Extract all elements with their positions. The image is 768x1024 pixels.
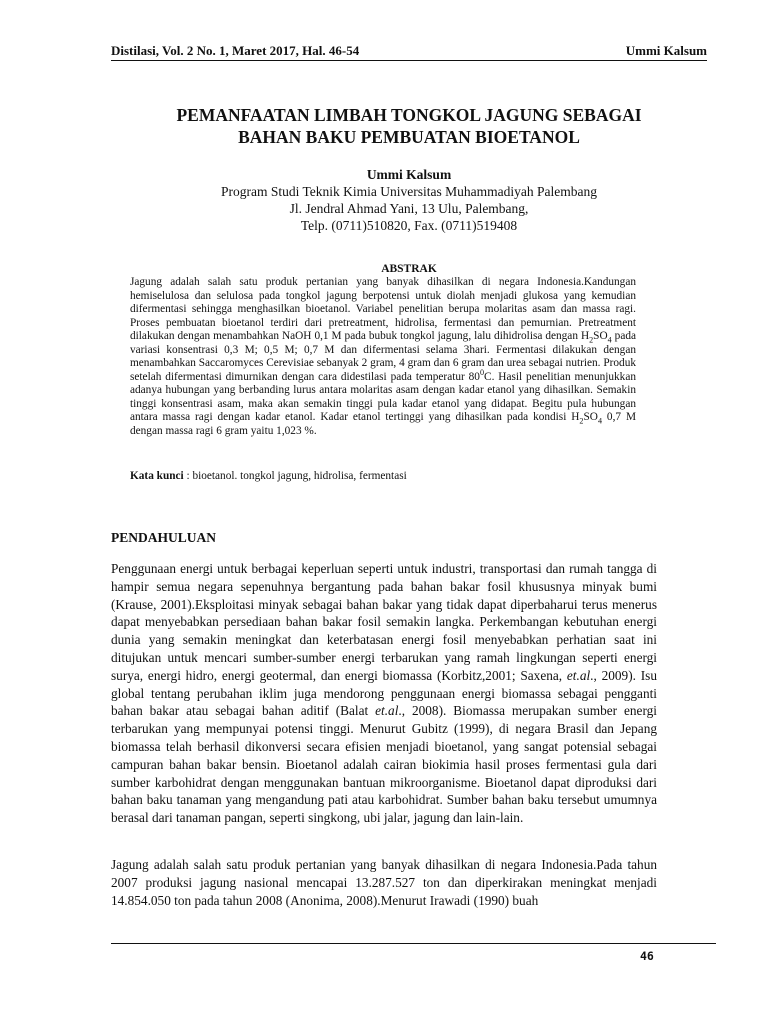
section-heading: PENDAHULUAN bbox=[111, 530, 217, 545]
italic-citation: et.al bbox=[566, 667, 591, 683]
italic-citation: et.al bbox=[375, 703, 399, 719]
subscript: 4 bbox=[607, 335, 612, 345]
abstract-segment: pada variasi konsentrasi 0,3 M; 0,5 M; 0,7 M dan difermentasi selama 3hari. Fermentasi dilakukan dengan menambahkan Saccaromyces Cerevisiae sebanyak 2 gram, 4 gram dan 6 gram dan urea sebagai nutrien. Produk setelah difermentasi dimurnikan dengan cara didestilasi pada temperatur 80 bbox=[130, 330, 636, 383]
subscript: 2 bbox=[589, 335, 594, 345]
keywords-list: : bioetanol. tongkol jagung, hidrolisa, fermentasi bbox=[183, 470, 407, 482]
title-line-1: PEMANFAATAN LIMBAH TONGKOL JAGUNG SEBAGAI bbox=[176, 105, 642, 125]
paragraph-segment: ., 2008). Biomassa merupakan sumber energi terbarukan yang mempunyai potensi tinggi. Menurut Gubitz (1999), di negara Brasil dan Jepang biomassa telah berhasil dikonversi secara efisien menjadi bioetanol, yang sangat potensial sebagai campuran bahan bakar bensin. Bioetanol adalah cairan biokimia hasil proses fermentasi gula dari sumber karbohidrat dengan menggunakan bantuan mikroorganisme. Bioetanol dapat diproduksi dari bahan baku tanaman yang mengandung pati atau karbohidrat. Sumber bahan baku tersebut umumnya berasal dari tanaman pangan, seperti singkong, ubi jalar, jagung dan lain-lain. bbox=[111, 703, 657, 826]
page-number: 46 bbox=[640, 949, 654, 963]
affiliation-line-1: Program Studi Teknik Kimia Universitas Muhammadiyah Palembang bbox=[220, 184, 597, 199]
affiliation-line-3: Telp. (0711)510820, Fax. (0711)519408 bbox=[300, 218, 518, 233]
keywords bbox=[130, 470, 636, 482]
footer-divider bbox=[111, 943, 716, 944]
affiliation-line-2: Jl. Jendral Ahmad Yani, 13 Ulu, Palembang, bbox=[289, 201, 529, 216]
affiliation bbox=[111, 183, 707, 234]
subscript: 2 bbox=[579, 416, 584, 426]
header-author: Ummi Kalsum bbox=[625, 43, 707, 58]
title-line-2: BAHAN BAKU PEMBUATAN BIOETANOL bbox=[238, 127, 580, 147]
superscript: 0 bbox=[479, 367, 485, 377]
author-name: Ummi Kalsum bbox=[366, 167, 452, 182]
keywords-label: Kata kunci bbox=[130, 470, 184, 482]
abstract-heading: ABSTRAK bbox=[381, 263, 437, 275]
body-paragraph-1 bbox=[111, 560, 657, 827]
paragraph-segment: Penggunaan energi untuk berbagai keperluan seperti untuk industri, transportasi dan rumah tangga di hampir semua negara sepenuhnya bergantung pada bahan bakar fosil khususnya minyak bumi (Krause, 2001).Eksploitasi minyak sebagai bahan bakar yang tidak dapat diperbaharui terus menerus dapat menyebabkan persediaan bahan bakar fosil semakin langka. Perkembangan kebutuhan energi dunia yang semakin meningkat dan keterbatasan energi fosil menyebabkan perhatian saat ini ditujukan untuk mencari sumber-sumber energi terbarukan yang ramah lingkungan seperti energi surya, energi hidro, energi geotermal, dan energi biomassa (Korbitz,2001; Saxena, bbox=[111, 561, 657, 683]
abstract-segment: SO bbox=[583, 411, 598, 423]
running-header bbox=[111, 43, 707, 61]
abstract-segment: Jagung adalah salah satu produk pertanian yang banyak dihasilkan di negara Indonesia.Kandungan hemiselulosa dan selulosa pada tongkol jagung berpotensi untuk diolah menjadi glukosa yang kemudian difermentasi sehingga menghasilkan bioetanol. Variabel penelitian berupa molaritas asam dan massa ragi. Proses pembuatan bioetanol terdiri dari pretreatment, hidrolisa, fermentasi dan pemurnian. Pretreatment dilakukan dengan menambahkan NaOH 0,1 M pada bubuk tongkol jagung, lalu dihidrolisa dengan H bbox=[130, 276, 636, 342]
abstract-text bbox=[130, 276, 636, 438]
journal-citation: Distilasi, Vol. 2 No. 1, Maret 2017, Hal. 46-54 bbox=[111, 43, 360, 58]
abstract-segment: SO bbox=[593, 330, 608, 342]
header-divider bbox=[111, 60, 707, 61]
abstract-segment: C. Hasil penelitian menunjukkan adanya hubungan yang berbanding lurus antara molaritas asam dengan kadar etanol yang dihasilkan. Semakin tinggi konsentrasi asam, maka akan semakin tinggi pula kadar etanol yang didapat. Begitu pula hubungan antara massa ragi dengan kadar etanol. Kadar etanol tertinggi yang dihasilkan pada kondisi H bbox=[130, 370, 636, 423]
paragraph-segment: ., 2009). Isu global tentang perubahan iklim juga mendorong penggunaan energi biomassa sebagai pengganti bahan bakar atau sebagai bahan aditif (Balat bbox=[111, 667, 657, 719]
paper-title bbox=[111, 104, 707, 148]
abstract-segment: 0,7 M dengan massa ragi 6 gram yaitu 1,023 %. bbox=[130, 411, 636, 437]
subscript: 4 bbox=[597, 416, 602, 426]
body-paragraph-2: Jagung adalah salah satu produk pertanian yang banyak dihasilkan di negara Indonesia.Pada tahun 2007 produksi jagung nasional mencapai 13.287.527 ton dan diperkirakan meningkat menjadi 14.854.050 ton pada tahun 2008 (Anonima, 2008).Menurut Irawadi (1990) buah bbox=[111, 857, 657, 908]
